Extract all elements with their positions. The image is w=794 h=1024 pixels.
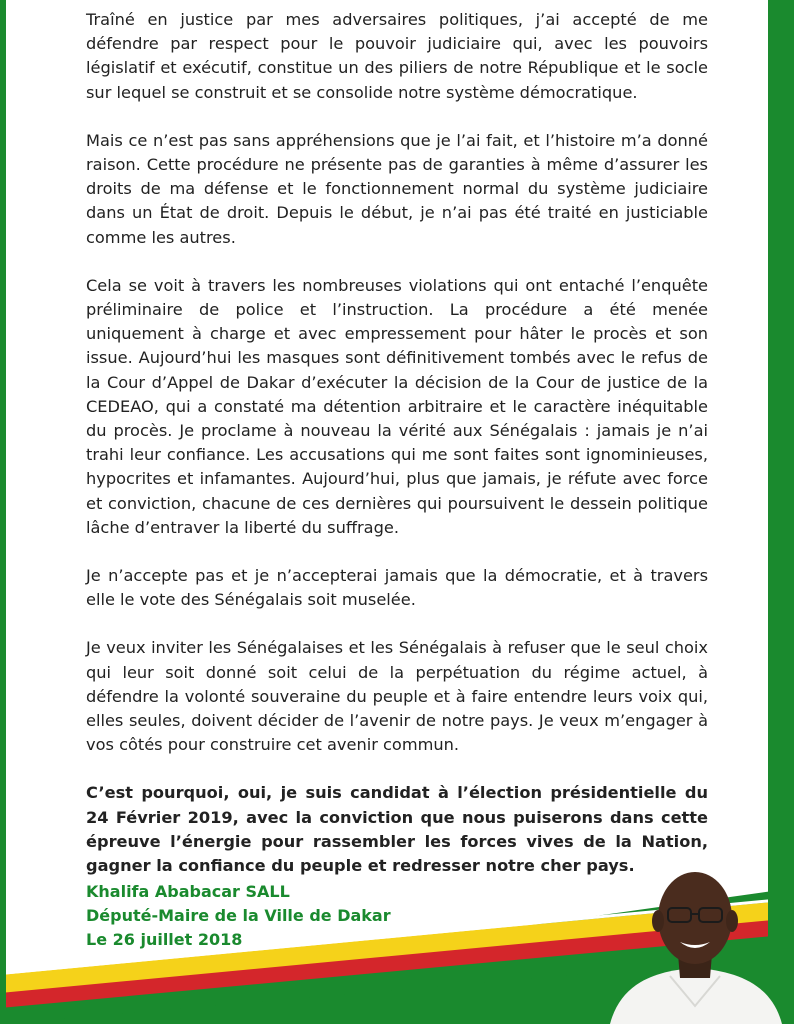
- paragraph-3: Cela se voit à travers les nombreuses violations qui ont entaché l’enquête préliminaire de police et l’instruction. La procédure a été menée uniquement à charge et avec empressement pour hâter le procès et son issue. Aujourd’hui les masques sont définitivement tombés avec le refus de la Cour d’Appel de Dakar d’exécuter la décision de la Cour de justice de la CEDEAO, qui a constaté ma détention arbitraire et le caractère inéquitable du procès. Je proclame à nouveau la vérité aux Sénégalais : jamais je n’ai trahi leur confiance. Les accusations qui me sont faites sont ignominieuses, hypocrites et infamantes. Aujourd’hui, plus que jamais, je réfute avec force et conviction, chacune de ces dernières qui poursuivent le dessein politique lâche d’entraver la liberté du suffrage.: [86, 275, 708, 537]
- signature-block: [86, 880, 391, 952]
- signature-date: Le 26 juillet 2018: [86, 930, 243, 949]
- letter-body: [86, 8, 708, 896]
- paragraph-declaration: C’est pourquoi, oui, je suis candidat à l’élection présidentielle du 24 Février 2019, avec la conviction que nous puiserons dans cette épreuve l’énergie pour rassembler les forces vives de la Nation, gagner la confiance du peuple et redresser notre cher pays.: [86, 783, 708, 876]
- left-green-border: [0, 0, 6, 1024]
- paragraph-4: Je n’accepte pas et je n’accepterai jamais que la démocratie, et à travers elle le vote des Sénégalais soit muselée.: [86, 566, 708, 610]
- head-shape: [658, 872, 732, 964]
- signature-title: Député-Maire de la Ville de Dakar: [86, 906, 391, 925]
- portrait-photo: [600, 856, 790, 1024]
- signature-name: Khalifa Ababacar SALL: [86, 882, 290, 901]
- paragraph-1: Traîné en justice par mes adversaires politiques, j’ai accepté de me défendre par respect pour le pouvoir judiciaire qui, avec les pouvoirs législatif et exécutif, constitue un des piliers de notre République et le socle sur lequel se construit et se consolide notre système démocratique.: [86, 10, 708, 102]
- paragraph-2: Mais ce n’est pas sans appréhensions que je l’ai fait, et l’histoire m’a donné raison. Cette procédure ne présente pas de garanties à même d’assurer les droits de ma défense et le fonctionnement normal du système judiciaire dans un État de droit. Depuis le début, je n’ai pas été traité en justiciable comme les autres.: [86, 130, 708, 247]
- paragraph-5: Je veux inviter les Sénégalaises et les Sénégalais à refuser que le seul choix qui leur soit donné soit celui de la perpétuation du régime actuel, à défendre la volonté souveraine du peuple et à faire entendre leurs voix qui, elles seules, doivent décider de l’avenir de notre pays. Je veux m’engager à vos côtés pour construire cet avenir commun.: [86, 638, 708, 755]
